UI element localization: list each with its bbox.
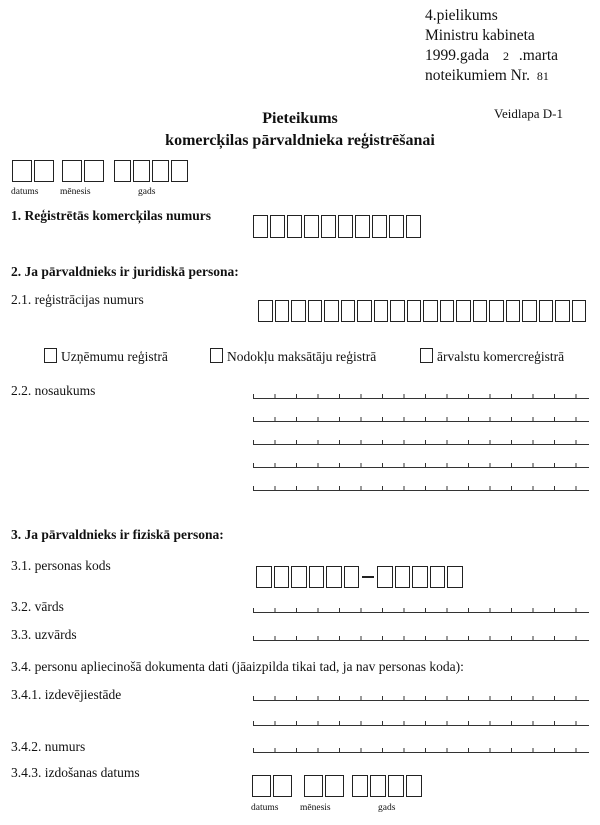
char-box[interactable] xyxy=(555,300,570,322)
month-caption: mēnesis xyxy=(60,187,91,197)
char-box[interactable] xyxy=(447,566,463,588)
char-box[interactable] xyxy=(152,160,169,182)
name-label: 2.2. nosaukums xyxy=(11,383,96,398)
register-companies-label: Uzņēmumu reģistrā xyxy=(61,349,168,364)
char-box[interactable] xyxy=(309,566,325,588)
registration-number-label: 2.1. reģistrācijas numurs xyxy=(11,292,144,307)
regulation-number-prefix: noteikumiem Nr. xyxy=(425,67,531,84)
issue-month-caption: mēnesis xyxy=(300,803,331,813)
char-box[interactable] xyxy=(390,300,405,322)
regulation-day: 2 xyxy=(503,49,510,63)
id-document-label: 3.4. personu apliecinošā dokumenta dati (jāaizpilda tikai tad, ja nav personas koda): xyxy=(11,659,464,674)
char-box[interactable] xyxy=(395,566,411,588)
char-box[interactable] xyxy=(133,160,150,182)
char-box[interactable] xyxy=(34,160,54,182)
register-taxpayers-option[interactable] xyxy=(210,348,376,365)
char-box[interactable] xyxy=(321,215,336,238)
name-line-1[interactable] xyxy=(253,390,589,399)
regulation-number xyxy=(425,66,549,86)
char-box[interactable] xyxy=(370,775,386,797)
char-box[interactable] xyxy=(341,300,356,322)
first-name-label: 3.2. vārds xyxy=(11,599,64,614)
char-box[interactable] xyxy=(388,775,404,797)
char-box[interactable] xyxy=(440,300,455,322)
issuing-authority-line-2[interactable] xyxy=(253,717,589,726)
char-box[interactable] xyxy=(84,160,104,182)
regulation-year: 1999.gada xyxy=(425,47,490,64)
char-box[interactable] xyxy=(308,300,323,322)
char-box[interactable] xyxy=(325,775,344,797)
char-box[interactable] xyxy=(253,215,268,238)
char-box[interactable] xyxy=(355,215,370,238)
pledge-number-boxes[interactable] xyxy=(253,215,421,238)
char-box[interactable] xyxy=(114,160,131,182)
char-box[interactable] xyxy=(258,300,273,322)
char-box[interactable] xyxy=(338,215,353,238)
year-caption: gads xyxy=(138,187,156,197)
char-box[interactable] xyxy=(539,300,554,322)
register-companies-checkbox[interactable] xyxy=(44,348,57,363)
char-box[interactable] xyxy=(304,775,323,797)
char-box[interactable] xyxy=(473,300,488,322)
surname-label: 3.3. uzvārds xyxy=(11,627,77,642)
char-box[interactable] xyxy=(287,215,302,238)
cabinet-label: Ministru kabineta xyxy=(425,27,535,44)
issue-day-caption: datums xyxy=(251,803,279,813)
char-box[interactable] xyxy=(377,566,393,588)
char-box[interactable] xyxy=(270,215,285,238)
name-line-2[interactable] xyxy=(253,413,589,422)
char-box[interactable] xyxy=(406,775,422,797)
issuing-authority-line-1[interactable] xyxy=(253,692,589,701)
register-taxpayers-label: Nodokļu maksātāju reģistrā xyxy=(227,349,377,364)
legal-person-heading: 2. Ja pārvaldnieks ir juridiskā persona: xyxy=(11,264,239,279)
char-box[interactable] xyxy=(344,566,360,588)
register-companies-option[interactable] xyxy=(44,348,168,365)
surname-line[interactable] xyxy=(253,632,589,641)
issue-year-caption: gads xyxy=(378,803,396,813)
issue-month-boxes[interactable] xyxy=(304,775,344,797)
char-box[interactable] xyxy=(423,300,438,322)
char-box[interactable] xyxy=(506,300,521,322)
registration-number-boxes[interactable] xyxy=(258,300,586,322)
register-foreign-checkbox[interactable] xyxy=(420,348,433,363)
issuing-authority-label: 3.4.1. izdevējiestāde xyxy=(11,687,122,702)
form-subtitle: komercķilas pārvaldnieka reģistrēšanai xyxy=(165,132,435,149)
personal-code-label: 3.1. personas kods xyxy=(11,558,111,573)
regulation-number-value: 81 xyxy=(536,69,549,83)
char-box[interactable] xyxy=(352,775,368,797)
day-caption: datums xyxy=(11,187,39,197)
char-box[interactable] xyxy=(273,775,292,797)
char-box[interactable] xyxy=(406,215,421,238)
form-code: Veidlapa D-1 xyxy=(494,106,563,121)
name-line-4[interactable] xyxy=(253,459,589,468)
char-box[interactable] xyxy=(252,775,271,797)
char-box[interactable] xyxy=(291,300,306,322)
document-number-label: 3.4.2. numurs xyxy=(11,739,86,754)
application-month-boxes[interactable] xyxy=(62,160,104,182)
register-taxpayers-checkbox[interactable] xyxy=(210,348,223,363)
char-box[interactable] xyxy=(407,300,422,322)
char-box[interactable] xyxy=(489,300,504,322)
char-box[interactable] xyxy=(456,300,471,322)
annex-label: 4.pielikums xyxy=(425,7,498,24)
char-box[interactable] xyxy=(275,300,290,322)
application-year-boxes[interactable] xyxy=(114,160,188,182)
char-box[interactable] xyxy=(256,566,272,588)
char-box[interactable] xyxy=(274,566,290,588)
regulation-date xyxy=(425,46,558,66)
char-box[interactable] xyxy=(430,566,446,588)
char-box[interactable] xyxy=(324,300,339,322)
char-box[interactable] xyxy=(12,160,32,182)
char-box[interactable] xyxy=(171,160,188,182)
char-box[interactable] xyxy=(389,215,404,238)
name-line-5[interactable] xyxy=(253,482,589,491)
issue-day-boxes[interactable] xyxy=(252,775,292,797)
issue-year-boxes[interactable] xyxy=(352,775,422,797)
personal-code-separator xyxy=(362,576,374,578)
issue-date-label: 3.4.3. izdošanas datums xyxy=(11,765,140,780)
char-box[interactable] xyxy=(374,300,389,322)
pledge-number-label: 1. Reģistrētās komercķilas numurs xyxy=(11,208,211,223)
form-title: Pieteikums xyxy=(262,110,338,127)
personal-code-boxes[interactable] xyxy=(256,566,463,588)
char-box[interactable] xyxy=(522,300,537,322)
document-number-line[interactable] xyxy=(253,744,589,753)
char-box[interactable] xyxy=(357,300,372,322)
char-box[interactable] xyxy=(412,566,428,588)
char-box[interactable] xyxy=(304,215,319,238)
char-box[interactable] xyxy=(326,566,342,588)
register-foreign-label: ārvalstu komercreģistrā xyxy=(437,349,565,364)
name-line-3[interactable] xyxy=(253,436,589,445)
char-box[interactable] xyxy=(572,300,587,322)
char-box[interactable] xyxy=(372,215,387,238)
first-name-line[interactable] xyxy=(253,604,589,613)
natural-person-heading: 3. Ja pārvaldnieks ir fiziskā persona: xyxy=(11,527,224,542)
char-box[interactable] xyxy=(291,566,307,588)
register-foreign-option[interactable] xyxy=(420,348,564,365)
application-day-boxes[interactable] xyxy=(12,160,54,182)
char-box[interactable] xyxy=(62,160,82,182)
regulation-month: .marta xyxy=(518,47,559,64)
